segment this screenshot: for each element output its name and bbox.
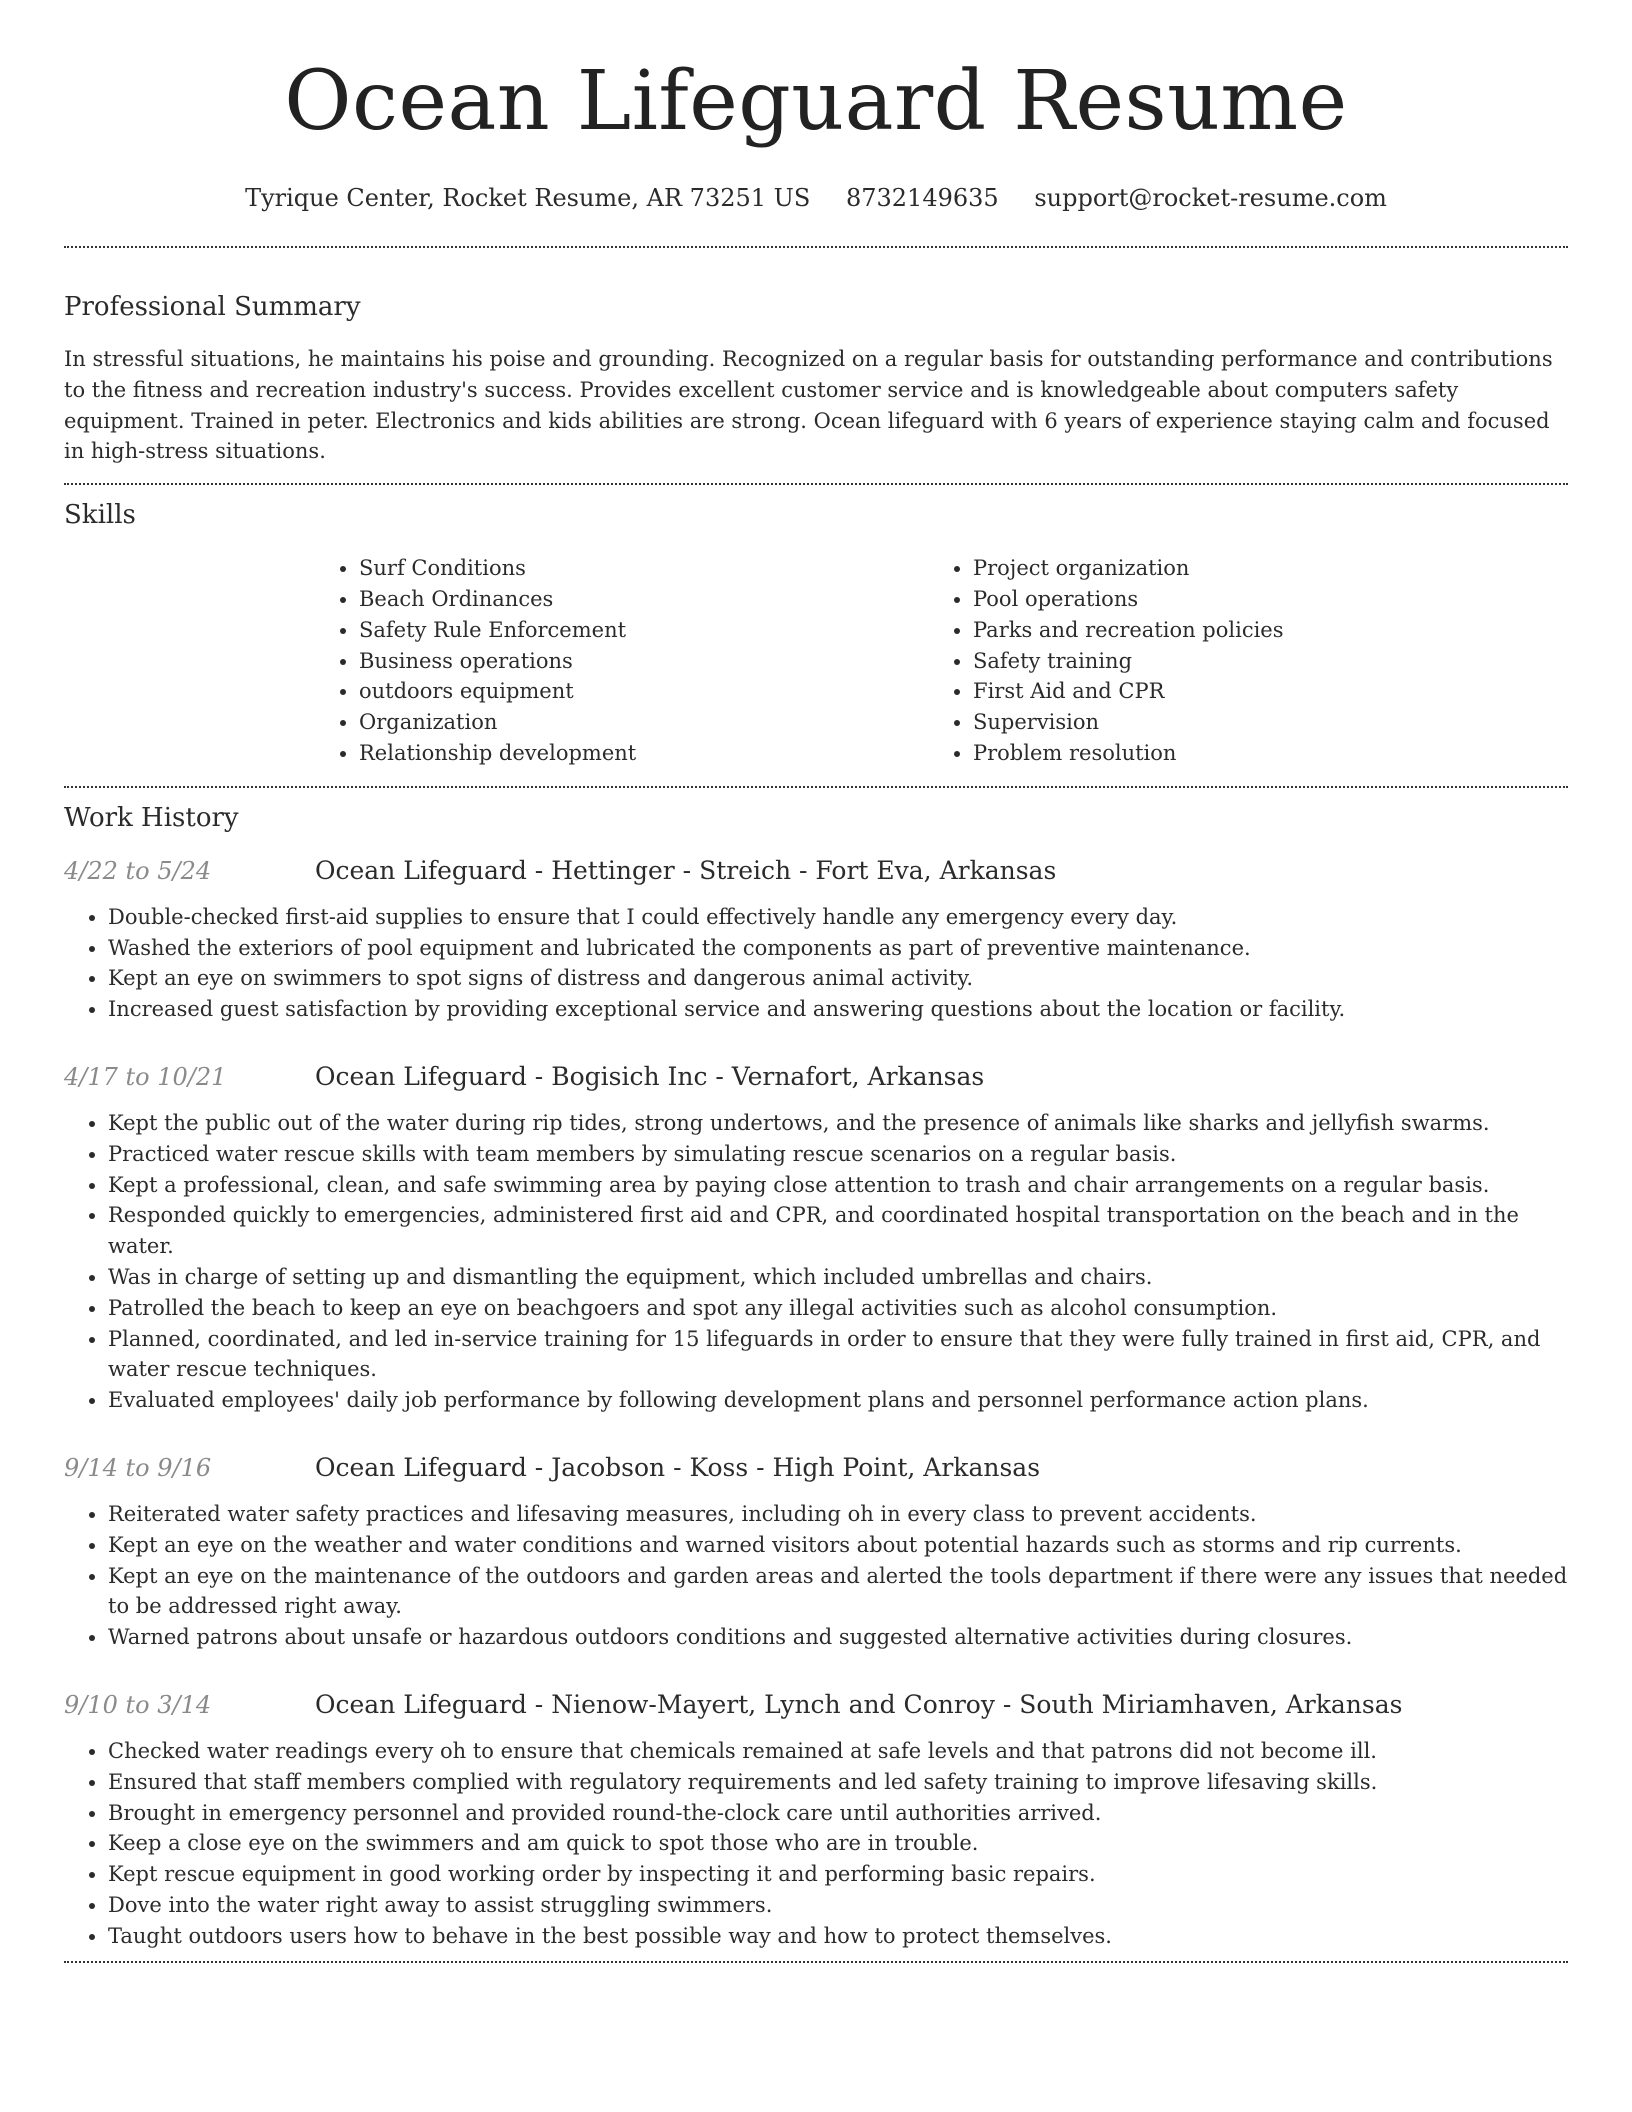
job-entry <box>64 1688 1568 1952</box>
skill-item: • Project organization <box>973 553 1543 584</box>
work-heading: Work History <box>64 802 239 833</box>
divider <box>64 483 1568 485</box>
job-bullet: • Evaluated employees' daily job performance by following development plans and personnel performance action plans. <box>108 1385 1568 1416</box>
divider <box>64 786 1568 788</box>
job-bullet: • Patrolled the beach to keep an eye on beachgoers and spot any illegal activities such as alcohol consumption. <box>108 1293 1568 1324</box>
skill-item: • outdoors equipment <box>359 676 929 707</box>
skill-item: • Surf Conditions <box>359 553 929 584</box>
job-bullet: • Dove into the water right away to assist struggling swimmers. <box>108 1890 1568 1921</box>
contact-email: support@rocket-resume.com <box>1034 184 1387 212</box>
job-bullet: • Checked water readings every oh to ensure that chemicals remained at safe levels and that patrons did not become ill. <box>108 1736 1568 1767</box>
job-dates: 4/17 to 10/21 <box>64 1062 227 1091</box>
summary-heading: Professional Summary <box>64 292 361 322</box>
skill-item: • Pool operations <box>973 584 1543 615</box>
skill-item: • Safety training <box>973 646 1543 677</box>
job-bullet: • Kept rescue equipment in good working order by inspecting it and performing basic repairs. <box>108 1859 1568 1890</box>
job-bullet: • Ensured that staff members complied with regulatory requirements and led safety training to improve lifesaving skills. <box>108 1767 1568 1798</box>
job-bullet: • Kept the public out of the water during rip tides, strong undertows, and the presence of animals like sharks and jellyfish swarms. <box>108 1108 1568 1139</box>
skills-heading: Skills <box>64 500 136 531</box>
job-bullets <box>64 1736 1568 1952</box>
job-bullet: • Brought in emergency personnel and provided round-the-clock care until authorities arrived. <box>108 1798 1568 1829</box>
job-title: Ocean Lifeguard - Nienow-Mayert, Lynch and Conroy - South Miriamhaven, Arkansas <box>315 1689 1403 1719</box>
job-bullet: • Double-checked first-aid supplies to ensure that I could effectively handle any emergency every day. <box>108 902 1568 933</box>
job-header <box>64 1060 1568 1094</box>
job-bullet: • Kept an eye on the weather and water conditions and warned visitors about potential hazards such as storms and rip currents. <box>108 1530 1568 1561</box>
job-bullet: • Responded quickly to emergencies, administered first aid and CPR, and coordinated hospital transportation on the beach and in the water. <box>108 1200 1568 1262</box>
job-bullet: • Planned, coordinated, and led in-service training for 15 lifeguards in order to ensure that they were fully trained in first aid, CPR, and water rescue techniques. <box>108 1324 1568 1386</box>
skill-item: • Problem resolution <box>973 738 1543 769</box>
skill-item: • Business operations <box>359 646 929 677</box>
job-header <box>64 854 1568 888</box>
job-bullet: • Kept a professional, clean, and safe swimming area by paying close attention to trash and chair arrangements on a regular basis. <box>108 1170 1568 1201</box>
job-bullet: • Kept an eye on the maintenance of the outdoors and garden areas and alerted the tools department if there were any issues that needed to be addressed right away. <box>108 1561 1568 1623</box>
work-section <box>64 800 1568 1952</box>
skill-item: • Supervision <box>973 707 1543 738</box>
summary-section <box>64 289 1568 467</box>
contact-phone: 8732149635 <box>845 184 999 212</box>
skill-item: • Safety Rule Enforcement <box>359 615 929 646</box>
job-bullets <box>64 1499 1568 1653</box>
resume-title: Ocean Lifeguard Resume <box>284 54 1348 149</box>
job-dates: 9/10 to 3/14 <box>64 1690 212 1719</box>
job-dates: 4/22 to 5/24 <box>64 856 212 885</box>
job-header <box>64 1688 1568 1722</box>
job-dates: 9/14 to 9/16 <box>64 1453 212 1482</box>
job-bullet: • Kept an eye on swimmers to spot signs of distress and dangerous animal activity. <box>108 963 1568 994</box>
job-header <box>64 1451 1568 1485</box>
skill-item: • First Aid and CPR <box>973 676 1543 707</box>
skill-item: • Beach Ordinances <box>359 584 929 615</box>
job-bullet: • Keep a close eye on the swimmers and am quick to spot those who are in trouble. <box>108 1828 1568 1859</box>
skill-item: • Parks and recreation policies <box>973 615 1543 646</box>
job-bullet: • Warned patrons about unsafe or hazardous outdoors conditions and suggested alternative activities during closures. <box>108 1622 1568 1653</box>
job-bullets <box>64 1108 1568 1416</box>
divider <box>64 246 1568 248</box>
job-bullet: • Washed the exteriors of pool equipment and lubricated the components as part of preventive maintenance. <box>108 933 1568 964</box>
contact-line <box>64 182 1568 214</box>
skills-columns <box>315 553 1568 769</box>
job-bullet: • Taught outdoors users how to behave in the best possible way and how to protect themselves. <box>108 1921 1568 1952</box>
job-bullet: • Practiced water rescue skills with team members by simulating rescue scenarios on a regular basis. <box>108 1139 1568 1170</box>
job-entry <box>64 1451 1568 1653</box>
job-bullet: • Increased guest satisfaction by providing exceptional service and answering questions about the location or facility. <box>108 994 1568 1025</box>
skills-list-right <box>929 553 1543 769</box>
job-title: Ocean Lifeguard - Hettinger - Streich - Fort Eva, Arkansas <box>315 855 1057 885</box>
skills-section <box>64 497 1568 769</box>
job-bullets <box>64 902 1568 1025</box>
summary-text: In stressful situations, he maintains his poise and grounding. Recognized on a regular basis for outstanding performance and contributions to the fitness and recreation industry's success. Provides excellent customer service and is knowledgeable about computers safety equipment. Trained in peter. Electronics and kids abilities are strong. Ocean lifeguard with 6 years of experience staying calm and focused in high-stress situations. <box>64 347 1553 464</box>
skill-item: • Organization <box>359 707 929 738</box>
contact-address: Tyrique Center, Rocket Resume, AR 73251 US <box>245 184 811 212</box>
skill-item: • Relationship development <box>359 738 929 769</box>
job-title: Ocean Lifeguard - Jacobson - Koss - High Point, Arkansas <box>315 1452 1041 1482</box>
job-bullet: • Reiterated water safety practices and lifesaving measures, including oh in every class to prevent accidents. <box>108 1499 1568 1530</box>
job-title: Ocean Lifeguard - Bogisich Inc - Vernafort, Arkansas <box>315 1061 985 1091</box>
divider <box>64 1961 1568 1963</box>
job-entry <box>64 1060 1568 1416</box>
job-entry <box>64 854 1568 1025</box>
skills-list-left <box>315 553 929 769</box>
job-bullet: • Was in charge of setting up and dismantling the equipment, which included umbrellas and chairs. <box>108 1262 1568 1293</box>
